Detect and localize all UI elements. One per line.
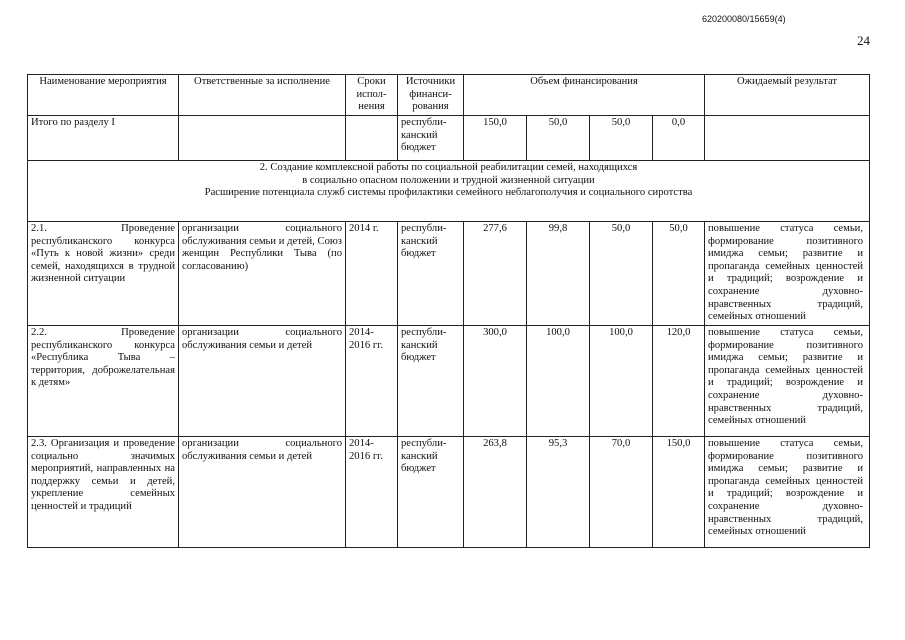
row-name: 2.2. Проведение республиканского конкурса «Республика Тыва – территория, доброжелательная к детям» xyxy=(28,326,179,437)
table-row xyxy=(28,222,870,326)
row-value: 95,3 xyxy=(527,437,590,548)
total-row-value: 50,0 xyxy=(590,116,653,161)
table-header-row xyxy=(28,75,870,116)
total-row-source: республи-канский бюджет xyxy=(398,116,464,161)
section-heading xyxy=(28,161,870,222)
row-name: 2.1. Проведение республиканского конкурса «Путь к новой жизни» среди семей, находящихся в трудной жизненной ситуации xyxy=(28,222,179,326)
row-name: 2.3. Организация и проведение социально значимых мероприятий, направленных на поддержку семьи и детей, укрепление семейных ценностей и традиций xyxy=(28,437,179,548)
total-row-value: 150,0 xyxy=(464,116,527,161)
section-heading-row xyxy=(28,161,870,222)
total-row-name: Итого по разделу I xyxy=(28,116,179,161)
col-header-financing: Объем финансирования xyxy=(464,75,705,116)
table-row xyxy=(28,437,870,548)
col-header-name: Наименование мероприятия xyxy=(28,75,179,116)
total-row xyxy=(28,116,870,161)
col-header-terms: Сроки испол-нения xyxy=(346,75,398,116)
row-responsible: организации социального обслуживания семьи и детей, Союз женщин Республики Тыва (по согласованию) xyxy=(179,222,346,326)
section-subtitle: Расширение потенциала служб системы профилактики семейного неблагополучия и социального сиротства xyxy=(204,187,693,199)
row-value: 150,0 xyxy=(653,437,705,548)
row-result: повышение статуса семьи, формирование позитивного имиджа семьи; развитие и пропаганда семейных ценностей и традиций; возрождение и сохранение духовно-нравственных традиций, семейных отношений xyxy=(705,222,870,326)
section-title-line2: в социально опасном положении и трудной жизненной ситуации xyxy=(302,174,595,186)
row-value: 263,8 xyxy=(464,437,527,548)
row-result: повышение статуса семьи, формирование позитивного имиджа семьи; развитие и пропаганда семейных ценностей и традиций; возрождение и сохранение духовно-нравственных традиций, семейных отношений xyxy=(705,326,870,437)
row-result: повышение статуса семьи, формирование позитивного имиджа семьи; развитие и пропаганда семейных ценностей и традиций; возрождение и сохранение духовно-нравственных традиций, семейных отношений xyxy=(705,437,870,548)
total-row-result xyxy=(705,116,870,161)
row-value: 50,0 xyxy=(653,222,705,326)
section-title-line1: 2. Создание комплексной работы по социальной реабилитации семей, находящихся xyxy=(259,162,638,173)
row-value: 120,0 xyxy=(653,326,705,437)
row-terms: 2014 г. xyxy=(346,222,398,326)
page-number: 24 xyxy=(857,33,870,48)
row-source: республи-канский бюджет xyxy=(398,222,464,326)
document-code: 620200080/15659(4) xyxy=(702,14,786,24)
row-value: 300,0 xyxy=(464,326,527,437)
col-header-responsible: Ответственные за исполнение xyxy=(179,75,346,116)
row-value: 99,8 xyxy=(527,222,590,326)
total-row-terms xyxy=(346,116,398,161)
total-row-responsible xyxy=(179,116,346,161)
table-row xyxy=(28,326,870,437)
row-terms: 2014-2016 гг. xyxy=(346,326,398,437)
row-terms: 2014-2016 гг. xyxy=(346,437,398,548)
row-source: республи-канский бюджет xyxy=(398,437,464,548)
total-row-value: 0,0 xyxy=(653,116,705,161)
row-value: 70,0 xyxy=(590,437,653,548)
row-responsible: организации социального обслуживания семьи и детей xyxy=(179,437,346,548)
col-header-sources: Источники финанси-рования xyxy=(398,75,464,116)
row-value: 100,0 xyxy=(527,326,590,437)
row-source: республи-канский бюджет xyxy=(398,326,464,437)
col-header-result: Ожидаемый результат xyxy=(705,75,870,116)
row-value: 50,0 xyxy=(590,222,653,326)
row-responsible: организации социального обслуживания семьи и детей xyxy=(179,326,346,437)
total-row-value: 50,0 xyxy=(527,116,590,161)
row-value: 277,6 xyxy=(464,222,527,326)
row-value: 100,0 xyxy=(590,326,653,437)
program-table xyxy=(27,74,870,548)
